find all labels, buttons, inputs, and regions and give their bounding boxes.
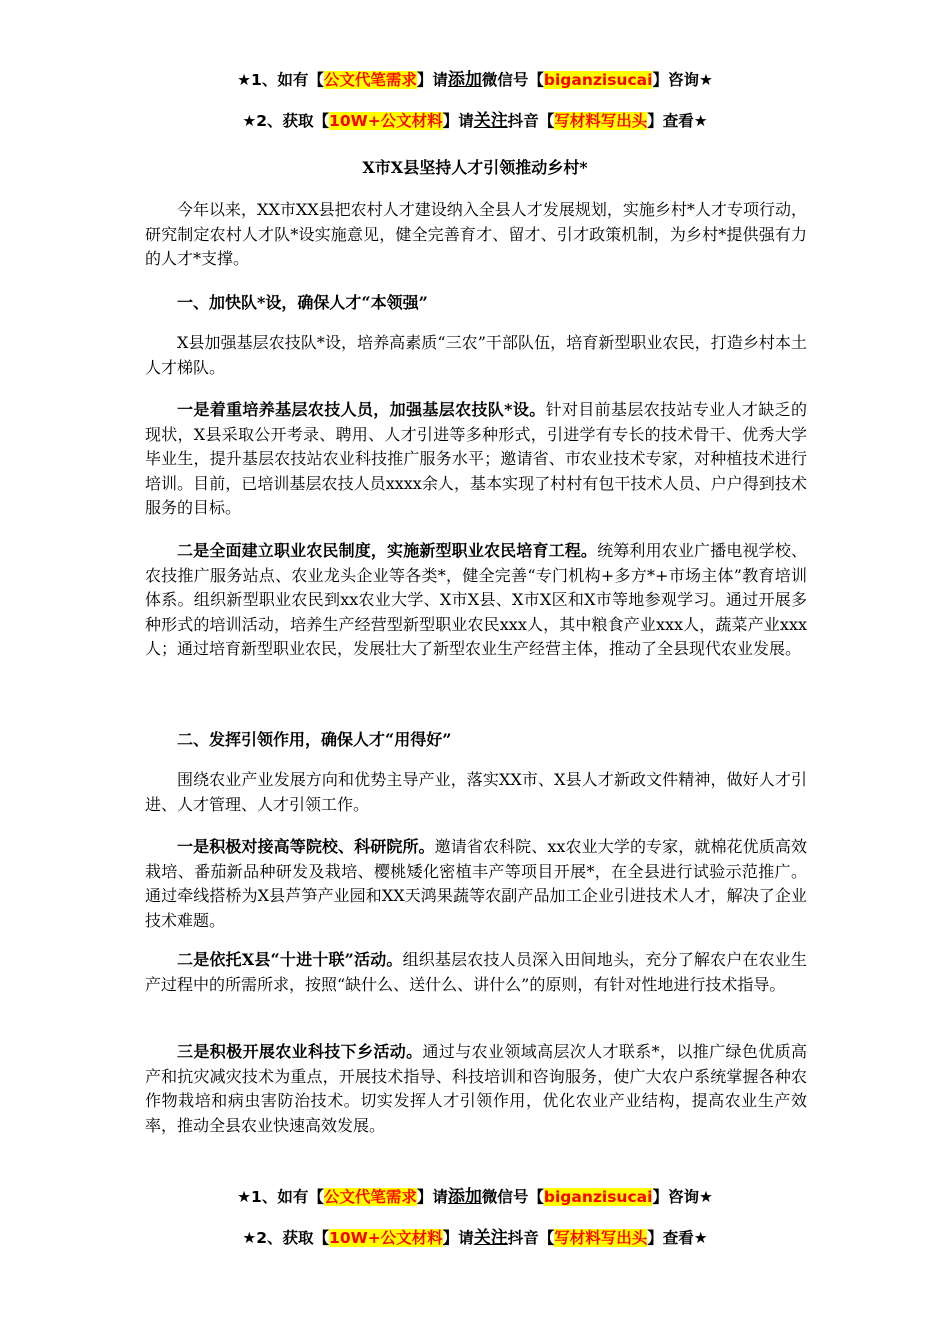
banner-highlight: biganzisucai bbox=[543, 71, 653, 89]
ad-banner-line1-bottom bbox=[0, 1186, 950, 1208]
banner-highlight: biganzisucai bbox=[543, 1188, 653, 1206]
section2-point3 bbox=[145, 1040, 807, 1138]
banner-text: 微信号【 bbox=[481, 1188, 544, 1206]
point-body: 通过与农业领域高层次人才联系*，以推广绿色优质高产和抗灾减灾技术为重点，开展技术指导、科技培训和咨询服务，使广大农户系统掌握各种农作物栽培和病虫害防治技术。切实发挥人才引领作用，优化农业产业结构，提高农业生产效率，推动全县农业快速高效发展。 bbox=[145, 1042, 807, 1135]
point-body: 针对目前基层农技站专业人才缺乏的现状，X县采取公开考录、聘用、人才引进等多种形式，引进学有专长的技术骨干、优秀大学毕业生，提升基层农技站农业科技推广服务水平；邀请省、市农业技术专家，对种植技术进行培训。目前，已培训基层农技人员xxxx余人，基本实现了村村有包干技术人员、户户得到技术服务的目标。 bbox=[145, 400, 807, 517]
section2-point2 bbox=[145, 948, 807, 997]
banner-text: 】请 bbox=[442, 112, 474, 130]
banner-highlight: 10W+公文材料 bbox=[329, 112, 443, 130]
banner-underline: 添加 bbox=[447, 70, 482, 90]
banner-text: 】咨询★ bbox=[652, 71, 713, 89]
banner-text: 抖音【 bbox=[507, 112, 555, 130]
point-lead: 三是积极开展农业科技下乡活动。 bbox=[177, 1042, 423, 1061]
banner-underline: 关注 bbox=[473, 111, 508, 131]
banner-text: ★1、如有【 bbox=[237, 71, 324, 89]
intro-paragraph: 今年以来，XX市XX县把农村人才建设纳入全县人才发展规划，实施乡村*人才专项行动，研究制定农村人才队*设实施意见，健全完善育才、留才、引才政策机制，为乡村*提供强有力的人才*支撑。 bbox=[145, 200, 807, 268]
section1-heading: 一、加快队*设，确保人才“本领强” bbox=[177, 293, 428, 312]
banner-text: 】请 bbox=[442, 1229, 474, 1247]
banner-text: ★2、获取【 bbox=[242, 1229, 330, 1247]
banner-underline: 添加 bbox=[447, 1187, 482, 1207]
banner-highlight: 公文代笔需求 bbox=[323, 1188, 417, 1206]
point-lead: 二是依托X县“十进十联”活动。 bbox=[177, 950, 403, 969]
section2-point1 bbox=[145, 835, 807, 933]
banner-highlight: 写材料写出头 bbox=[554, 112, 648, 130]
banner-underline: 关注 bbox=[473, 1228, 508, 1248]
banner-text: 】请 bbox=[416, 1188, 448, 1206]
ad-banner-line2-bottom bbox=[0, 1227, 950, 1249]
banner-highlight: 10W+公文材料 bbox=[329, 1229, 443, 1247]
section1-point2 bbox=[145, 539, 807, 662]
banner-text: 】查看★ bbox=[647, 1229, 708, 1247]
document-title: X市X县坚持人才引领推动乡村* bbox=[362, 158, 588, 177]
point-lead: 一是着重培养基层农技人员，加强基层农技队*设。 bbox=[177, 400, 546, 419]
banner-text: ★1、如有【 bbox=[237, 1188, 324, 1206]
point-lead: 二是全面建立职业农民制度，实施新型职业农民培育工程。 bbox=[177, 541, 598, 560]
point-body: 统筹利用农业广播电视学校、农技推广服务站点、农业龙头企业等各类*，健全完善“专门机构+多方*+市场主体”教育培训体系。组织新型职业农民到xx农业大学、X市X县、X市X区和X市等地参观学习。通过开展多种形式的培训活动，培养生产经营型新型职业农民xxx人，其中粮食产业xxx人，蔬菜产业xxx人；通过培育新型职业农民，发展壮大了新型农业生产经营主体，推动了全县现代农业发展。 bbox=[145, 541, 807, 658]
banner-text: 抖音【 bbox=[507, 1229, 555, 1247]
banner-highlight: 公文代笔需求 bbox=[323, 71, 417, 89]
ad-banner-line2-top bbox=[0, 110, 950, 132]
banner-text: 】查看★ bbox=[647, 112, 708, 130]
section1-point1 bbox=[145, 398, 807, 521]
point-body: 邀请省农科院、xx农业大学的专家，就棉花优质高效栽培、番茄新品种研发及栽培、樱桃矮化密植丰产等项目开展*，在全县进行试验示范推广。通过牵线搭桥为X县芦笋产业园和XX天鸿果蔬等农副产品加工企业引进技术人才，解决了企业技术难题。 bbox=[145, 837, 807, 930]
banner-text: 微信号【 bbox=[481, 71, 544, 89]
point-lead: 一是积极对接高等院校、科研院所。 bbox=[177, 837, 435, 856]
ad-banner-line1-top bbox=[0, 69, 950, 91]
banner-text: 】请 bbox=[416, 71, 448, 89]
section2-intro: 围绕农业产业发展方向和优势主导产业，落实XX市、X县人才新政文件精神，做好人才引进、人才管理、人才引领工作。 bbox=[145, 770, 807, 814]
banner-text: ★2、获取【 bbox=[242, 112, 330, 130]
banner-highlight: 写材料写出头 bbox=[554, 1229, 648, 1247]
point-body: 组织基层农技人员深入田间地头，充分了解农户在农业生产过程中的所需所求，按照“缺什么、送什么、讲什么”的原则，有针对性地进行技术指导。 bbox=[145, 950, 807, 994]
section2-heading: 二、发挥引领作用，确保人才“用得好” bbox=[177, 730, 452, 749]
banner-text: 】咨询★ bbox=[652, 1188, 713, 1206]
section1-intro: X县加强基层农技队*设，培养高素质“三农”干部队伍，培育新型职业农民，打造乡村本土人才梯队。 bbox=[145, 333, 807, 377]
